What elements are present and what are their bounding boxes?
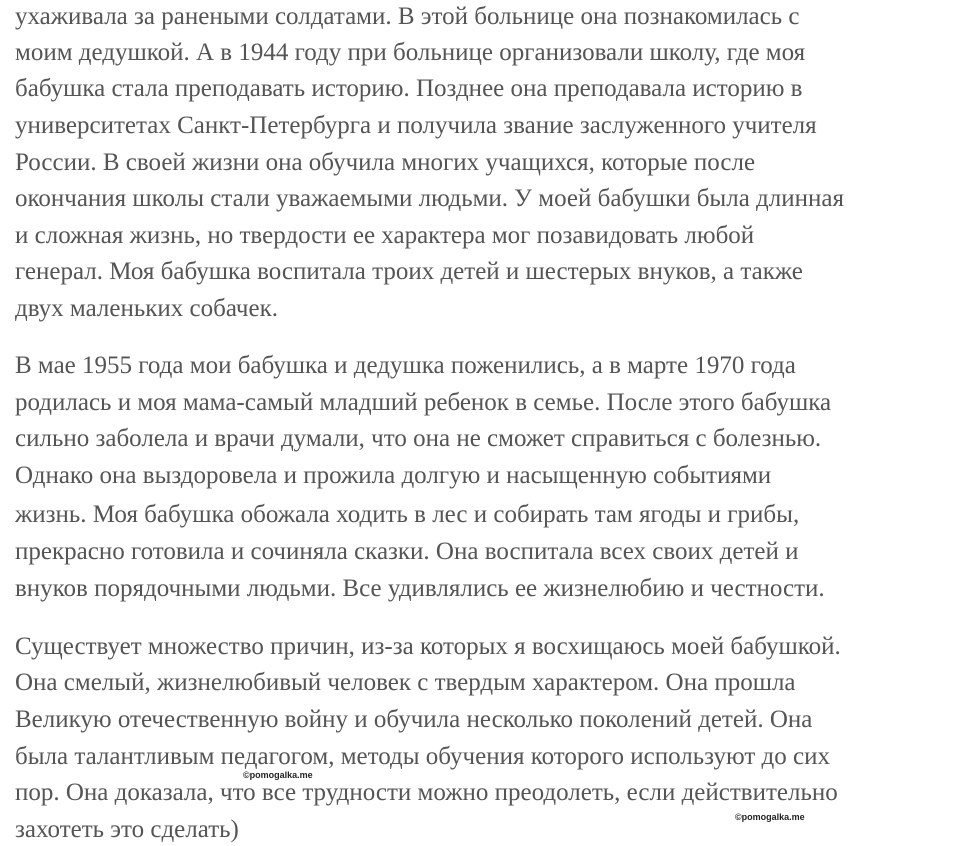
text-line: Существует множество причин, из-за которых я восхищаюсь моей бабушкой.	[15, 633, 841, 660]
text-line: генерал. Моя бабушка воспитала троих детей и шестерых внуков, а также	[15, 258, 803, 285]
text-line: и сложная жизнь, но твердости ее характера мог позавидовать любой	[15, 222, 755, 249]
text-line: моим дедушкой. А в 1944 году при больнице организовали школу, где моя	[15, 39, 806, 66]
text-line: родилась и моя мама-самый младший ребенок в семье. После этого бабушка	[15, 389, 832, 416]
text-line: Она смелый, жизнелюбивый человек с твердым характером. Она прошла	[15, 669, 796, 696]
text-line: была талантливым педагогом, методы обучения которого используют до сих	[15, 743, 830, 770]
text-line: двух маленьких собачек.	[15, 295, 278, 322]
text-line: ухаживала за ранеными солдатами. В этой больнице она познакомилась с	[15, 3, 800, 30]
text-line: В мае 1955 года мои бабушка и дедушка поженились, а в марте 1970 года	[15, 352, 796, 379]
text-line: сильно заболела и врачи думали, что она не сможет справиться с болезнью.	[15, 425, 822, 452]
text-line: захотеть это сделать)	[15, 816, 239, 843]
text-line: Великую отечественную войну и обучила несколько поколений детей. Она	[15, 706, 813, 733]
text-line: Однако она выздоровела и прожила долгую и насыщенную событиями	[15, 462, 772, 489]
watermark: ©pomogalka.me	[735, 812, 805, 822]
text-line: пор. Она доказала, что все трудности можно преодолеть, если действительно	[15, 779, 838, 806]
watermark: ©pomogalka.me	[243, 770, 313, 780]
text-line: университетах Санкт-Петербурга и получила звание заслуженного учителя	[15, 112, 817, 139]
text-line: окончания школы стали уважаемыми людьми. У моей бабушки была длинная	[15, 185, 844, 212]
text-line: жизнь. Моя бабушка обожала ходить в лес и собирать там ягоды и грибы,	[15, 501, 800, 528]
text-line: прекрасно готовила и сочиняла сказки. Она воспитала всех своих детей и	[15, 538, 799, 565]
text-line: бабушка стала преподавать историю. Позднее она преподавала историю в	[15, 75, 803, 102]
text-line: России. В своей жизни она обучила многих учащихся, которые после	[15, 149, 756, 176]
text-line: внуков порядочными людьми. Все удивлялись ее жизнелюбию и честности.	[15, 575, 825, 602]
